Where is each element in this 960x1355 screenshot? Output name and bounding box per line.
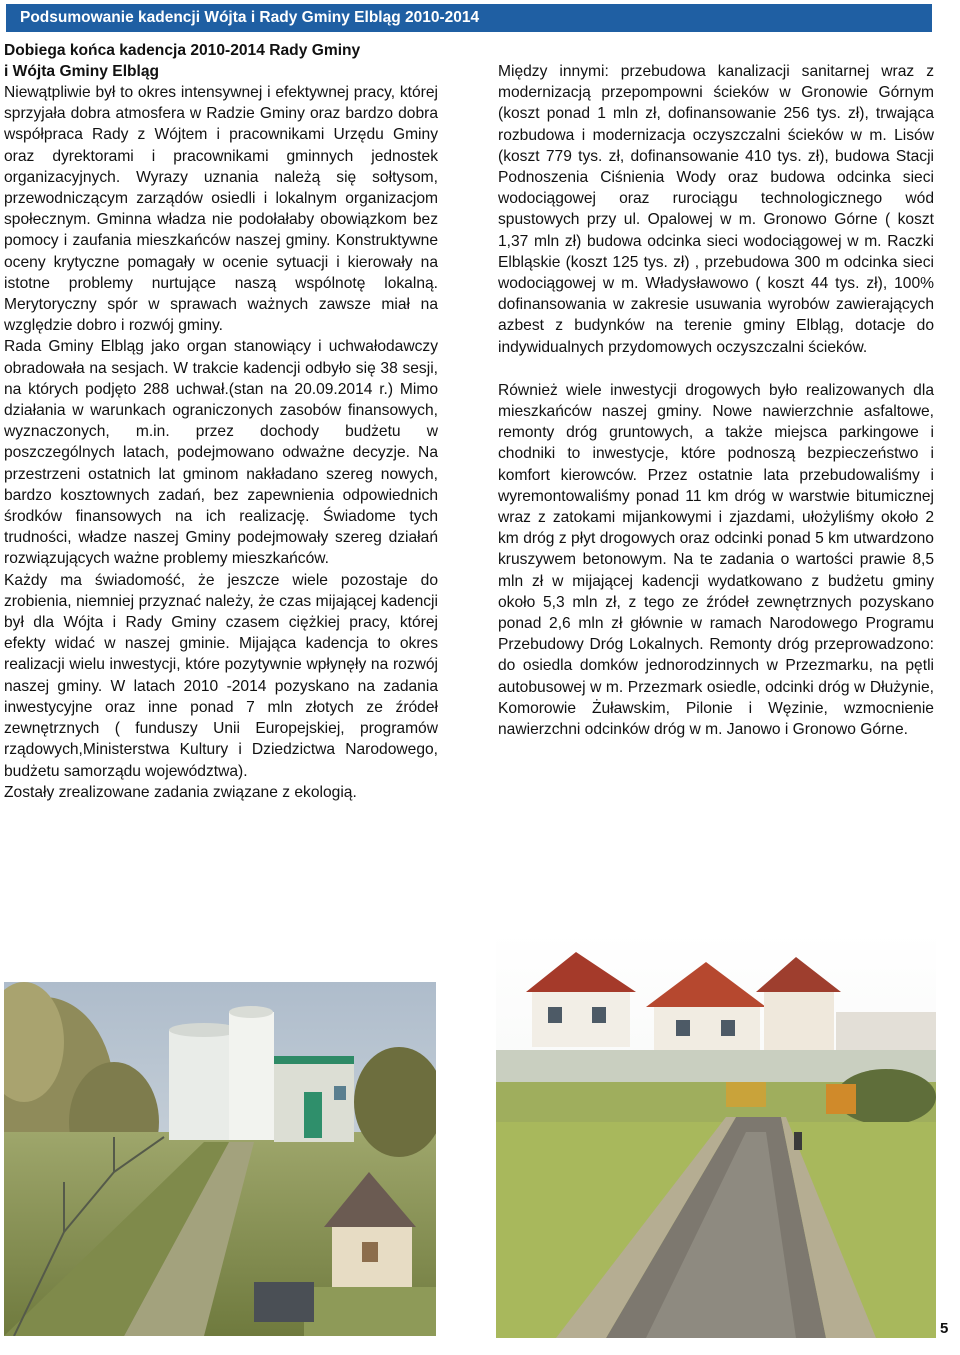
paragraph-investments: Każdy ma świadomość, że jeszcze wiele pozostaje do zrobienia, niemniej przyznać należy, że czas mijającej kadencji był dla Wójta i Rady Gminy czasem ciężkiej pracy, której efekty widać w naszej gminie. Mijająca kadencja to okres realizacji wielu inwestycji, które pozytywnie wpłynęły na rozwój naszej gminy. W latach 2010 -2014 pozyskano na zadania inwestycyjne oraz inne ponad 7 mln złotych ze źródeł zewnętrznych ( funduszy Unii Europejskiej, programów rządowych,Ministerstwa Kultury i Dziedzictwa Narodowego, budżetu samorządu województwa). [4,571,438,780]
paragraph-council-sessions: Rada Gminy Elbląg jako organ stanowiący i uchwałodawczy obradowała na sesjach. W trakcie kadencji odbyło się 38 sesji, na których podjęto 288 uchwał.(stan na 20.09.2014 r.) Mimo działania w warunkach ograniczonych zasobów finansowych, wyznaczonych, m.in. przez dochody budżetu w poszczególnych latach, podejmowano odważne decyzje. Na przestrzeni ostatnich lat gminom nakładano szereg nowych, bardzo kosztownych zadań, bez zapewnienia odpowiednich środków finansowych na ich realizację. Świadome tych trudności, władze naszej Gminy podejmowały szereg działań rozwiązujących ważne problemy mieszkańców. [4,338,438,568]
right-text-column [498,61,934,740]
water-station-photo [4,982,436,1336]
article-heading-line-1: Dobiega końca kadencja 2010-2014 Rady Gminy [4,42,361,59]
road-construction-photo [496,932,936,1338]
paragraph-cooperation: Niewątpliwie był to okres intensywnej i efektywnej pracy, której sprzyjała dobra atmosfera w Radzie Gminy oraz bardzo dobra współpraca Rady z Wójtem i pracownikami Urzędu Gminy oraz dyrektorami i pracownikami gminnych jednostek organizacyjnych. Wyrazy uznania należą się sołtysom, przewodniczącym zarządów osiedli i lokalnym organizacjom społecznym. Gminna władza nie podołałaby obowiązkom bez pomocy i zaufania mieszkańców naszej gminy. Konstruktywne oceny krytyczne pomagały w ocenie sytuacji i kierowały na istotne problemy nurtujące naszą wspólnotę lokalną. Merytoryczny spór w sprawach ważnych zawsze miał na względzie dobro i rozwój gminy. [4,84,438,335]
paragraph-sewage-water: Między innymi: przebudowa kanalizacji sanitarnej wraz z modernizacją przepompowni ścieków w Gronowie Górnym (koszt ponad 1 mln zł, dofinansowanie 256 tys. zł), trwająca rozbudowa i modernizacja oczyszczalni ścieków w m. Lisów (koszt 779 tys. zł, dofinansowanie 410 tys. zł), budowa Stacji Podnoszenia Ciśnienia Wody oraz budowa odcinka sieci wodociągowej oraz rurociągu technologicznego wód spustowych przy ul. Opalowej w m. Gronowo Górne ( koszt 1,37 mln zł) budowa odcinka sieci wodociągowej w m. Raczki Elbląskie (koszt 125 tys. zł) , przebudowa 300 m odcinka sieci wodociągowej w m. Władysławowo ( koszt 44 tys. zł), 100% dofinansowania w zakresie usuwania wyrobów zawierających azbest z budynków na terenie gminy Elbląg, dotacje do indywidualnych przydomowych oczyszczalni ścieków. [498,63,934,356]
paragraph-ecology: Zostały zrealizowane zadania związane z ekologią. [4,783,357,801]
section-header [6,4,932,32]
article-heading-line-2: i Wójta Gminy Elbląg [4,63,160,80]
left-text-column [4,40,438,803]
section-title: Podsumowanie kadencji Wójta i Rady Gminy Elbląg 2010-2014 [20,9,480,26]
page-number: 5 [940,1320,949,1337]
paragraph-roads: Również wiele inwestycji drogowych było realizowanych dla mieszkańców naszej gminy. Nowe nawierzchnie asfaltowe, remonty dróg gruntowych, a także miejsca parkingowe i chodniki to inwestycje, które podnoszą bezpieczeństwo i komfort kierowców. Przez ostatnie lata przebudowaliśmy i wyremontowaliśmy ponad 11 km dróg w warstwie bitumicznej wraz z zatokami mijankowymi i zjazdami, ułożyliśmy około 2 km dróg z płyt drogowych oraz odcinki ponad 5 km utwardzono kruszywem betonowym. Na te zadania o wartości prawie 8,5 mln zł w mijającej kadencji wydatkowano z budżetu gminy około 5,3 mln zł, z tego ze źródeł zewnętrznych pozyskano ponad 2,6 mln zł głównie w ramach Narodowego Programu Przebudowy Dróg Lokalnych. Remonty dróg przeprowadzono: do osiedla domków jednorodzinnych w Przezmarku, na pętli autobusowej w m. Przezmark osiedle, odcinki dróg w Dłużynie, Komorowie Żuławskim, Pilonie i Węzinie, wzmocnienie nawierzchni odcinków dróg w m. Janowo i Gronowo Górne. [498,381,934,739]
